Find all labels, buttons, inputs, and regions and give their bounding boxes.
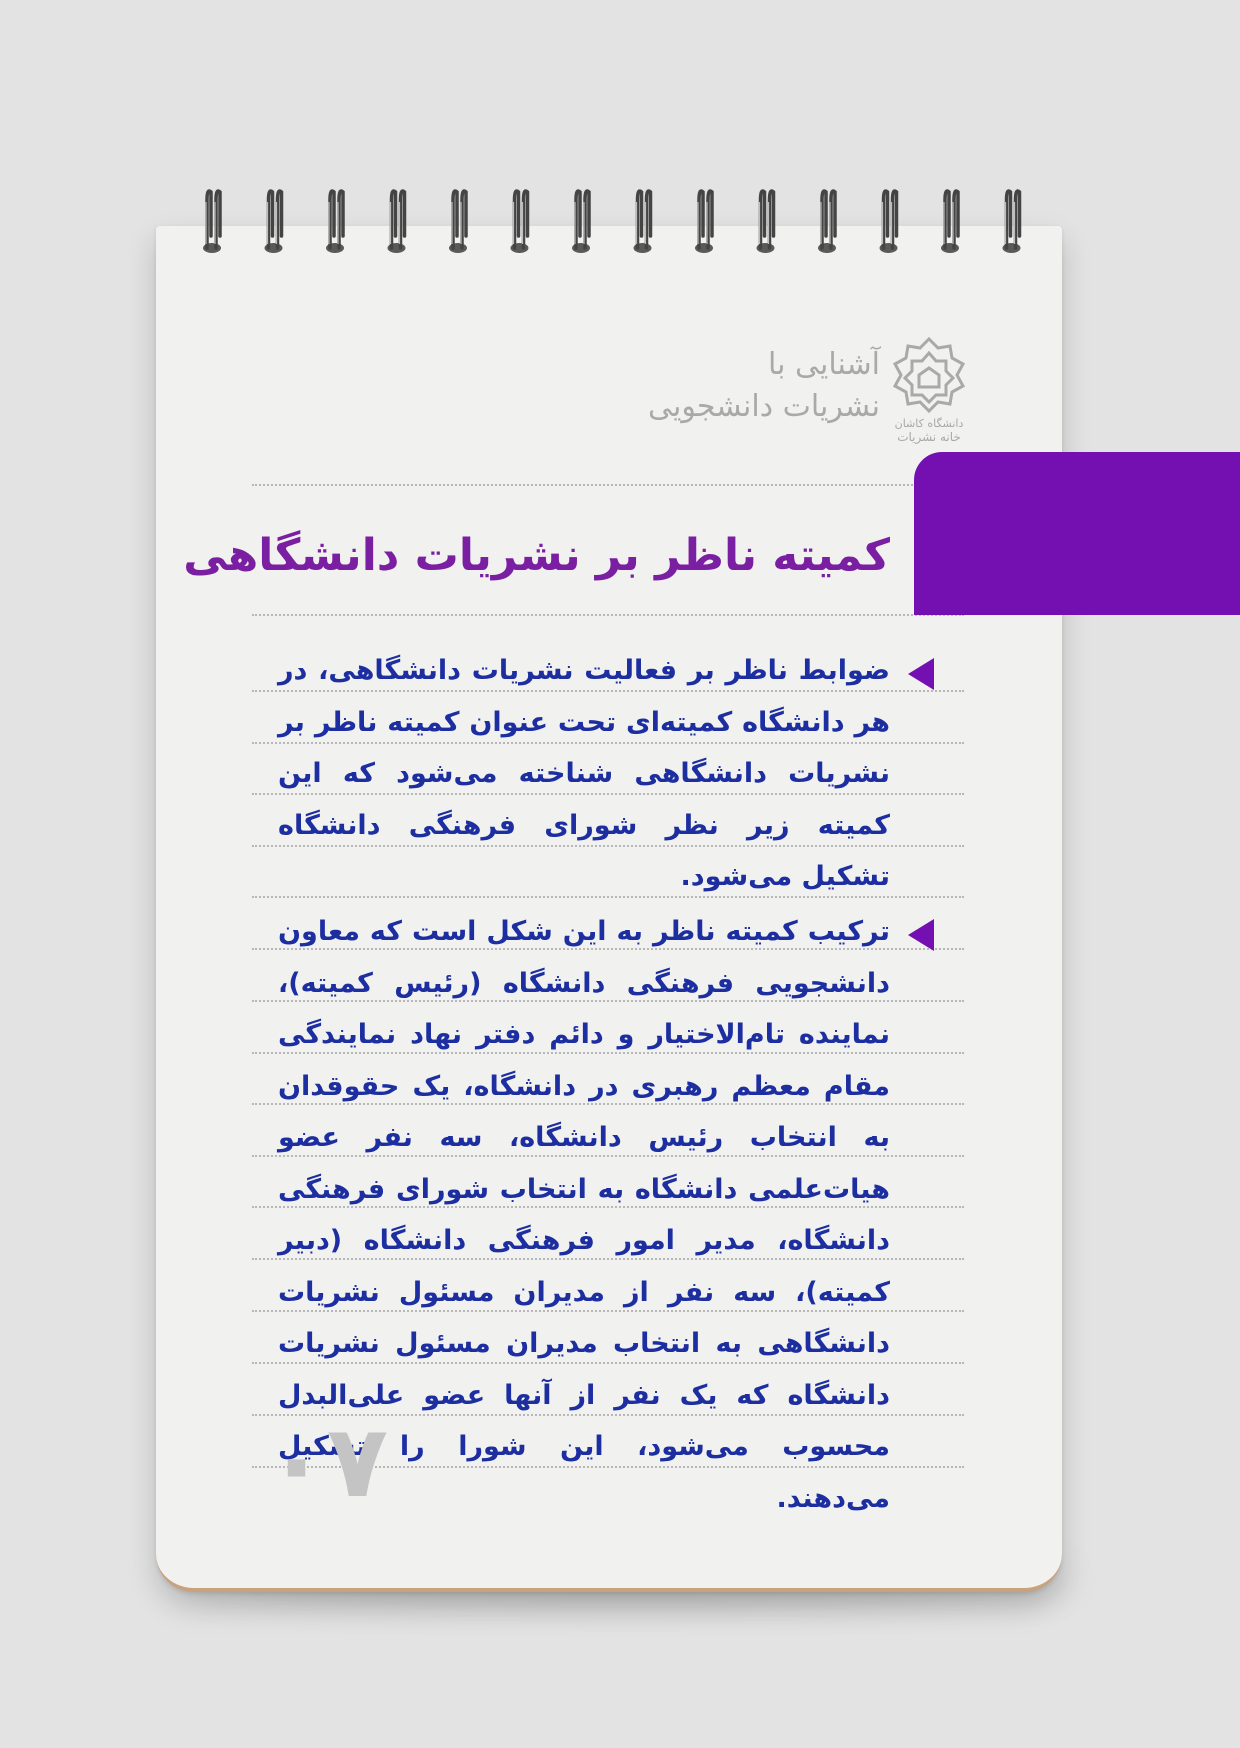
spiral-ring-icon: [634, 191, 652, 253]
spiral-ring-icon: [941, 191, 959, 253]
spiral-ring-icon: [1003, 191, 1021, 253]
spiral-ring-icon: [326, 191, 344, 253]
spiral-ring-icon: [818, 191, 836, 253]
divider-line: [252, 484, 964, 486]
spiral-ring-icon: [757, 191, 775, 253]
paragraph-2: ترکیب کمیته ناظر به این شکل است که معاون دانشجویی فرهنگی دانشگاه (رئیس کمیته)، نماینده تام‌الاختیار و دائم دفتر نهاد نمایندگی مقام معظم رهبری در دانشگاه، یک حقوقدان به انتخاب رئیس دانشگاه، سه نفر عضو هیات‌علمی دانشگاه به انتخاب شورای فرهنگی دانشگاه، مدیر امور فرهنگی دانشگاه (دبیر کمیته)، سه نفر از مدیران مسئول نشریات دانشگاهی به انتخاب مدیران مسئول نشریات دانشگاه که یک نفر از آنها عضو علی‌البدل محسوب می‌شود، این شورا را تشکیل می‌دهند.: [278, 916, 890, 1514]
divider-line: [252, 614, 964, 616]
brand-subtitle: [648, 345, 880, 429]
spiral-ring-icon: [695, 191, 713, 253]
brand-header: [600, 335, 980, 455]
page-number: [262, 1400, 392, 1510]
page-number-text: ۰۷: [265, 1403, 389, 1510]
spiral-ring-icon: [880, 191, 898, 253]
brand-subtitle-line2: نشریات دانشجویی: [648, 389, 880, 424]
spiral-ring-icon: [449, 191, 467, 253]
bullet-triangle-icon: [908, 919, 934, 951]
university-logo-icon: [886, 335, 972, 445]
spiral-ring-icon: [511, 191, 529, 253]
spiral-ring-icon: [572, 191, 590, 253]
paragraph-1: ضوابط ناظر بر فعالیت نشریات دانشگاهی، در هر دانشگاه کمیته‌ای تحت عنوان کمیته ناظر بر نشریات دانشگاهی شناخته می‌شود که این کمیته زیر نظر شورای فرهنگی دانشگاه تشکیل می‌شود.: [278, 655, 890, 892]
logo-university-text: دانشگاه کاشان: [894, 417, 964, 430]
brand-subtitle-line1: آشنایی با: [767, 347, 880, 382]
spiral-ring-icon: [265, 191, 283, 253]
spiral-binding: [190, 186, 1030, 276]
spiral-ring-icon: [203, 191, 221, 253]
accent-tab: [914, 452, 1240, 615]
bullet-triangle-icon: [908, 658, 934, 690]
page-title: کمیته ناظر بر نشریات دانشگاهی: [183, 530, 890, 581]
spiral-ring-icon: [388, 191, 406, 253]
logo-caption-text: خانه نشریات: [897, 430, 961, 444]
